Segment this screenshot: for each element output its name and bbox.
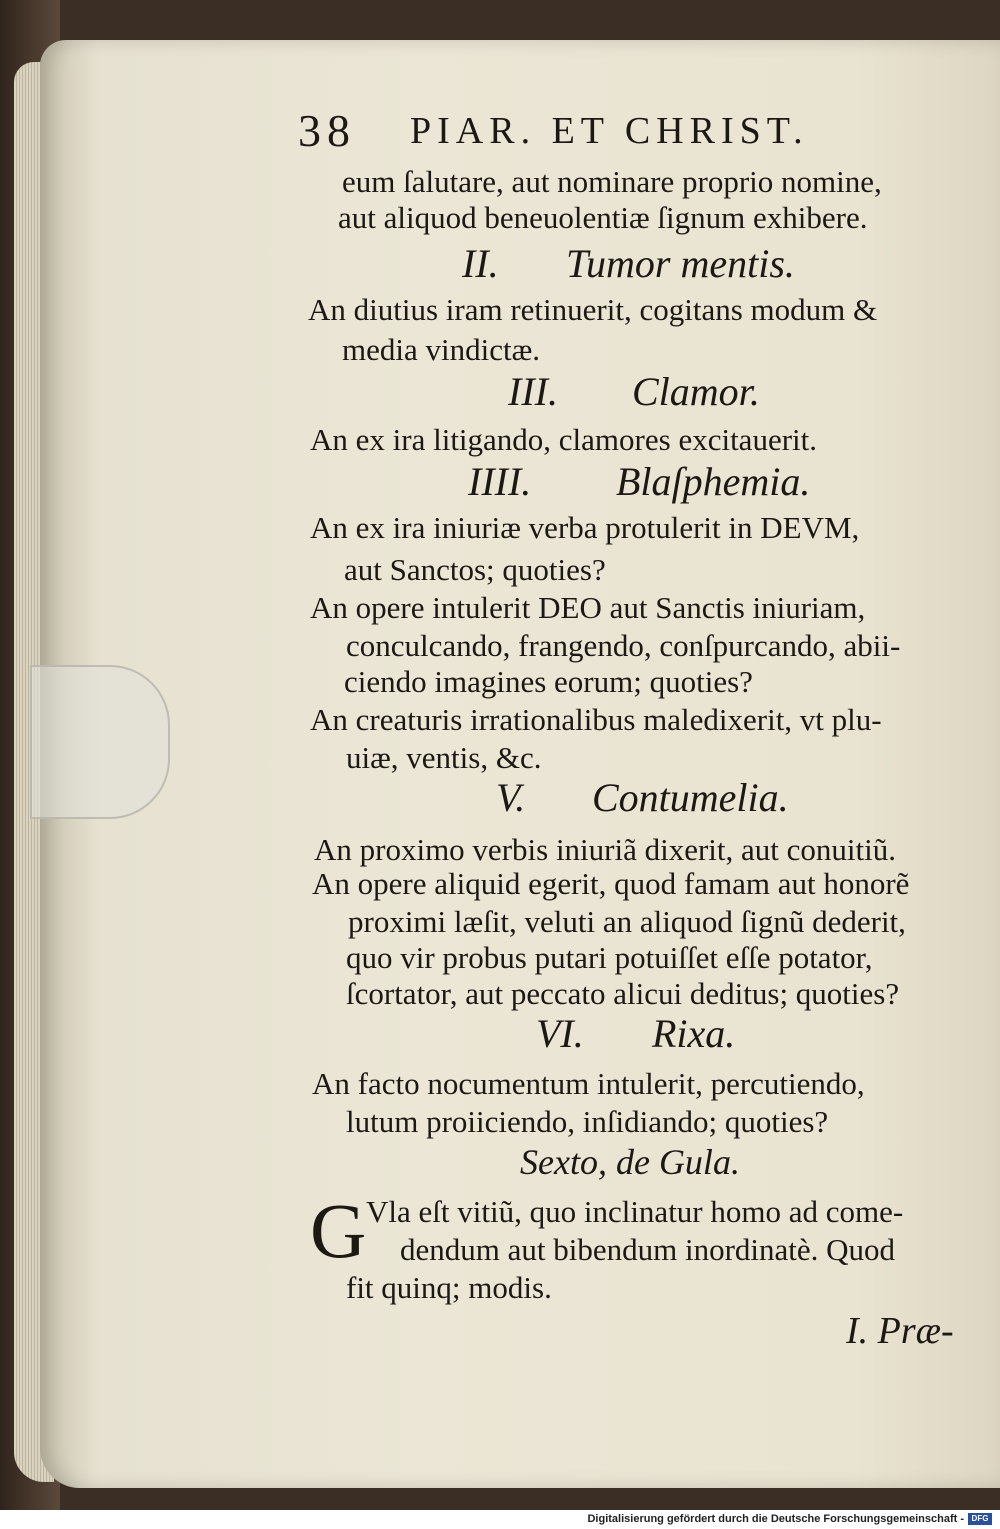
text-line: An diutius iram retinuerit, cogitans modum & — [308, 292, 878, 327]
text-line: dendum aut bibendum inordinatè. Quod — [400, 1232, 896, 1267]
page-number: 38 — [298, 105, 356, 156]
section-heading: Sexto, de Gula. — [520, 1142, 740, 1182]
text-line: ciendo imagines eorum; quoties? — [344, 664, 753, 699]
heading-title: Blaſphemia. — [616, 459, 811, 504]
heading-number: IIII. — [468, 459, 532, 504]
text-line: ſcortator, aut peccato alicui deditus; quoties? — [346, 976, 900, 1011]
text-line: An opere intulerit DEO aut Sanctis iniuriam, — [310, 590, 866, 625]
text-line: lutum proiiciendo, inſidiando; quoties? — [346, 1104, 829, 1139]
text-line: An creaturis irrationalibus maledixerit, vt plu- — [310, 702, 882, 737]
text-line: eum ſalutare, aut nominare proprio nomine, — [342, 164, 882, 199]
text-line: media vindictæ. — [342, 332, 541, 367]
clasp — [30, 665, 170, 819]
text-line: aut Sanctos; quoties? — [344, 552, 606, 587]
dfg-logo: DFG — [968, 1513, 992, 1525]
text-line: An proximo verbis iniuriã dixerit, aut conuitiũ. — [314, 832, 897, 867]
funding-note: Digitalisierung gefördert durch die Deutsche Forschungsgemeinschaft - — [587, 1513, 964, 1525]
text-line: An facto nocumentum intulerit, percutiendo, — [312, 1066, 865, 1101]
heading-number: II. — [462, 241, 499, 286]
footer-bar — [0, 1510, 1000, 1529]
text-line: uiæ, ventis, &c. — [346, 740, 542, 775]
text-line: An ex ira litigando, clamores excitauerit. — [310, 422, 818, 457]
heading-number: III. — [508, 369, 558, 414]
text-line: fit quinq; modis. — [346, 1270, 552, 1305]
heading-title: Rixa. — [652, 1011, 736, 1056]
running-title: PIAR. ET CHRIST. — [410, 110, 809, 152]
text-line: An opere aliquid egerit, quod famam aut honorẽ — [312, 866, 910, 901]
text-line: An ex ira iniuriæ verba protulerit in DEVM, — [310, 510, 860, 545]
text-line: conculcando, frangendo, conſpurcando, abii- — [346, 628, 901, 663]
heading-number: V. — [496, 775, 526, 820]
text-line: proximi læſit, veluti an aliquod ſignũ dederit, — [348, 904, 906, 939]
text-line: aut aliquod beneuolentiæ ſignum exhibere. — [338, 200, 868, 235]
heading-title: Contumelia. — [592, 775, 789, 820]
catchword: I. Præ- — [846, 1310, 954, 1352]
drop-initial: G — [310, 1187, 367, 1274]
heading-title: Clamor. — [632, 369, 760, 414]
text-line: Vla eſt vitiũ, quo inclinatur homo ad come- — [366, 1194, 904, 1229]
text-line: quo vir probus putari potuiſſet eſſe potator, — [346, 940, 873, 975]
heading-title: Tumor mentis. — [566, 241, 795, 286]
heading-number: VI. — [536, 1011, 584, 1056]
